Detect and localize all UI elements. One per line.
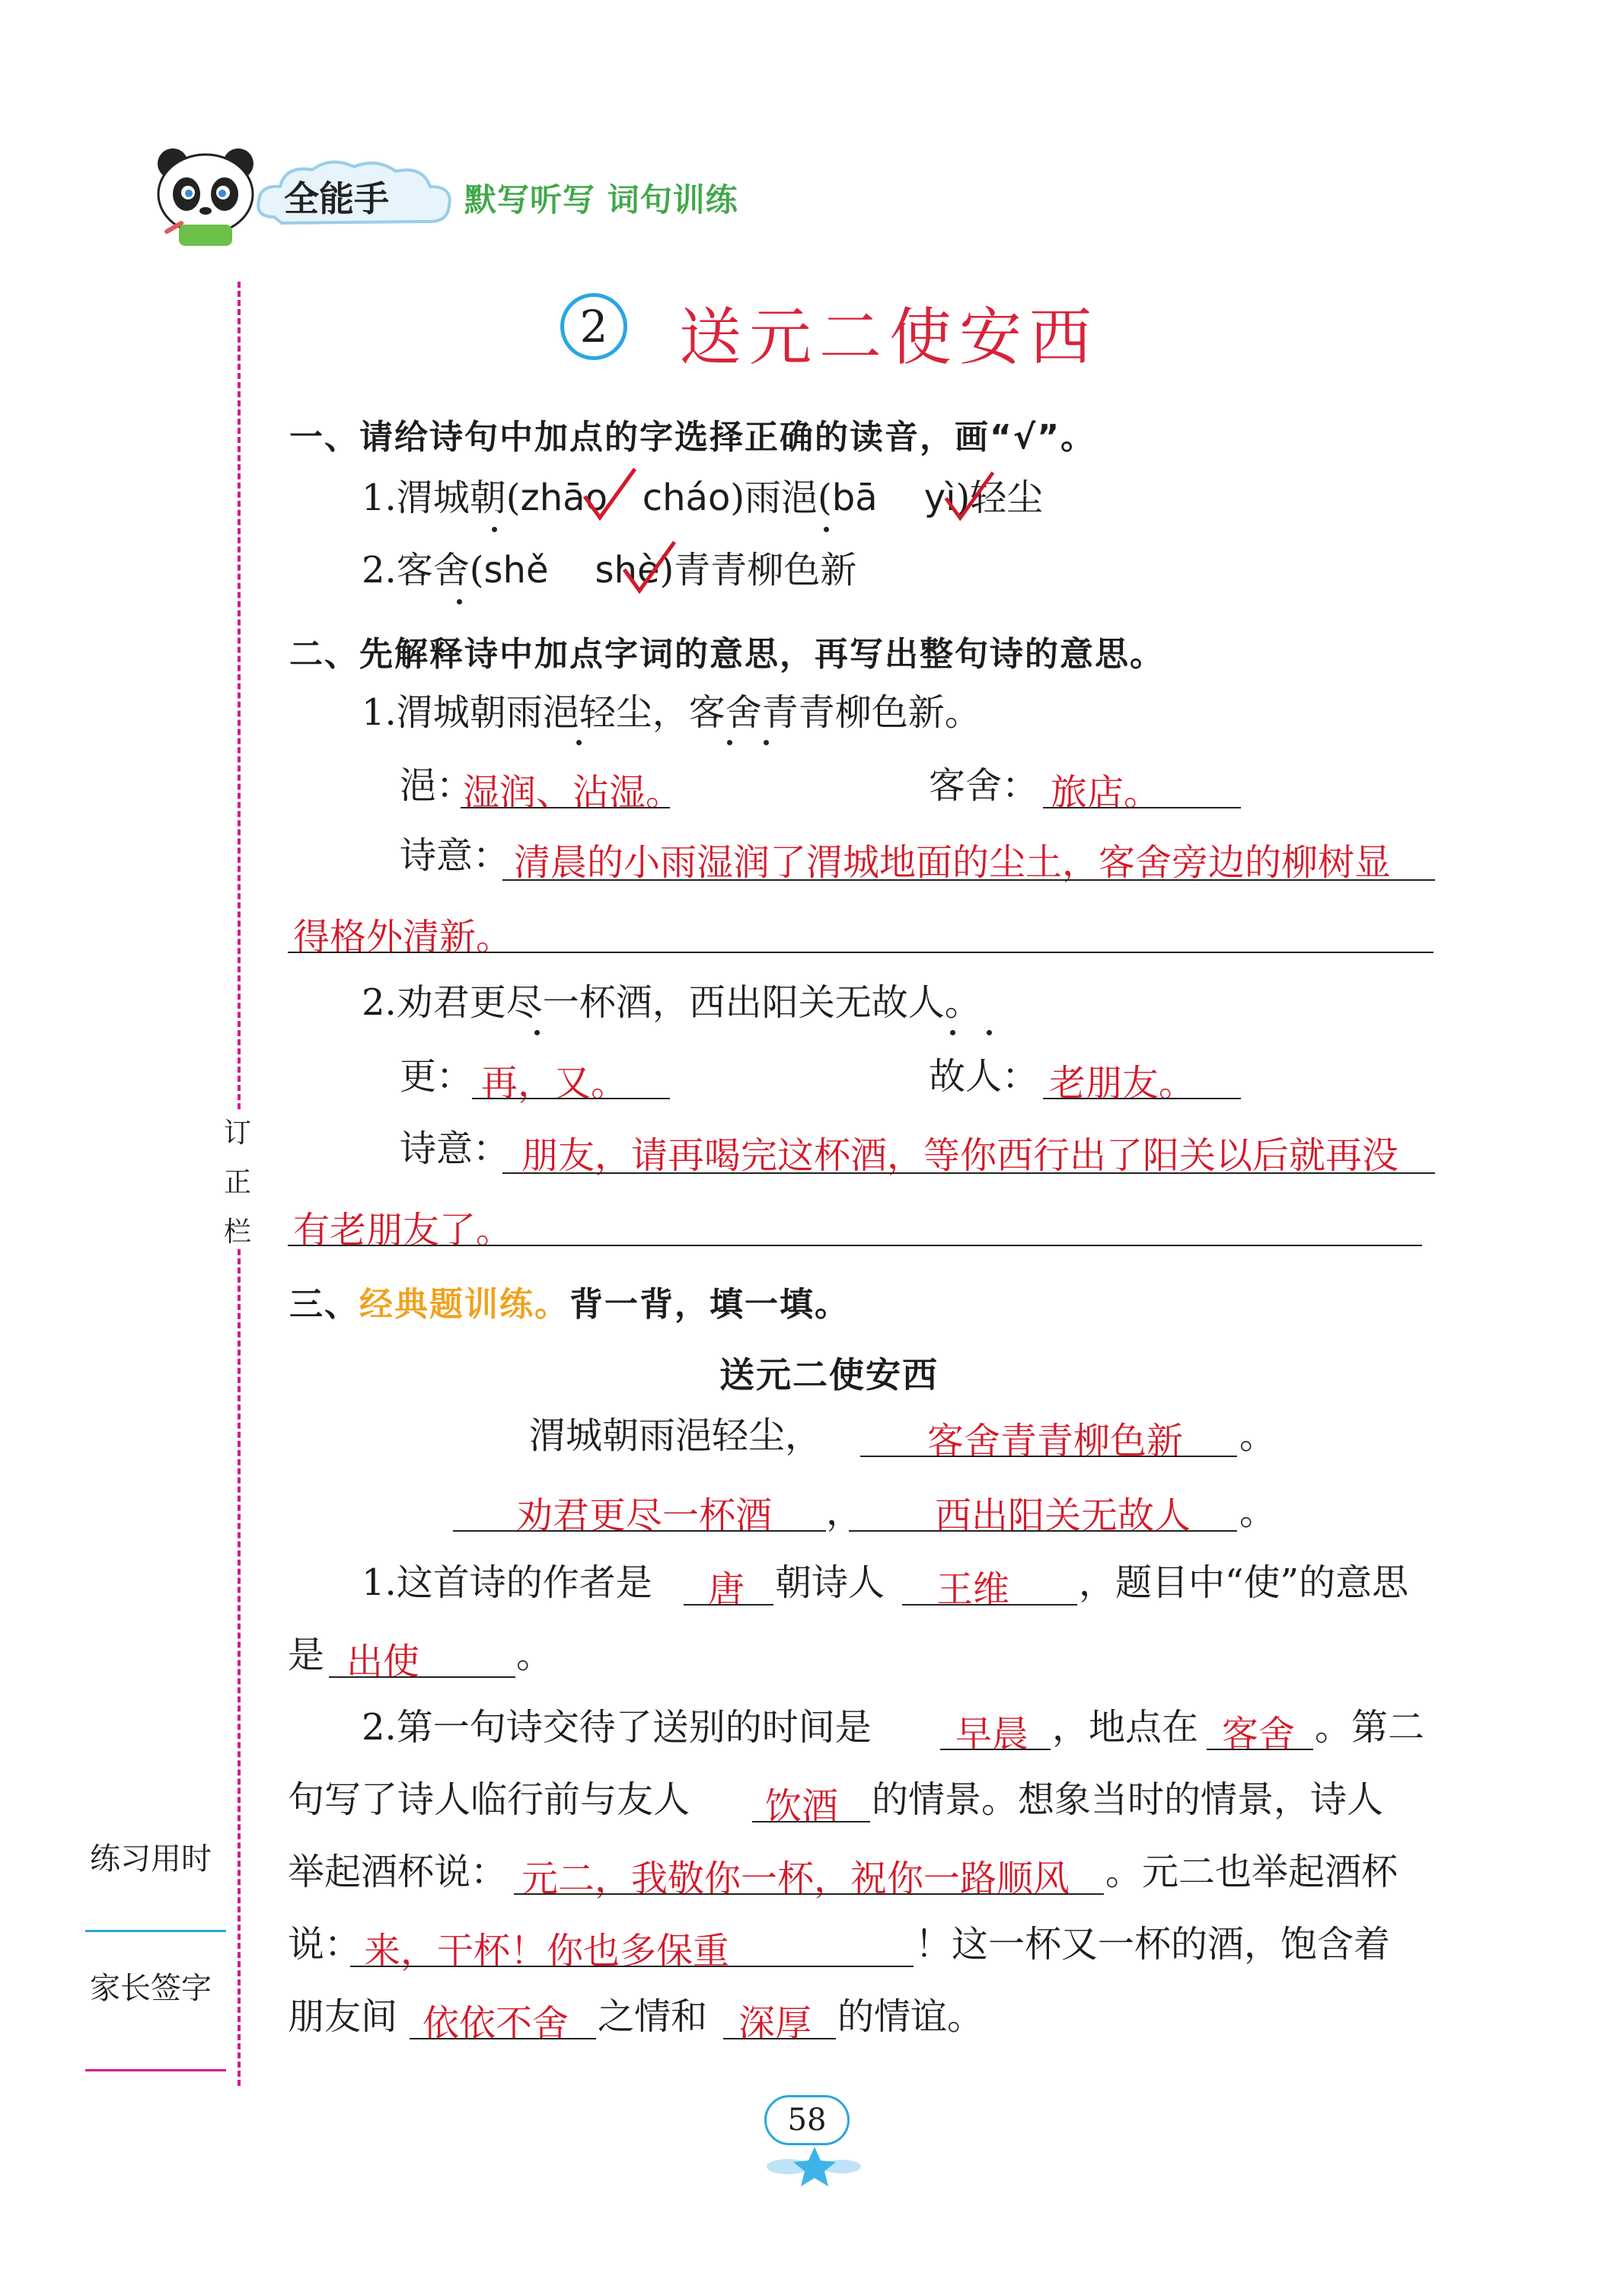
answer-blank xyxy=(752,1821,870,1822)
q1-meaning-line1: 清晨的小雨湿润了渭城地面的尘土，客舍旁边的柳树显 xyxy=(514,841,1392,884)
page-number-badge xyxy=(764,2095,850,2145)
checkmark-icon xyxy=(940,468,997,525)
emphasis-dot xyxy=(987,1030,992,1035)
s3-q2-answer-feeling: 依依不舍 xyxy=(423,2002,569,2045)
lesson-number: 2 xyxy=(579,301,608,352)
correction-char: 栏 xyxy=(223,1217,251,1248)
answer-blank xyxy=(514,1893,1104,1895)
answer-blank xyxy=(502,1172,1435,1174)
checkmark-icon xyxy=(618,537,679,598)
s2-q2: 2.劝君更尽一杯酒，西出阳关无故人。 xyxy=(362,981,981,1024)
s3-q2-answer-time: 早晨 xyxy=(955,1713,1029,1755)
s3-q2-answer-place: 客舍 xyxy=(1222,1713,1296,1755)
emphasis-dot xyxy=(492,527,497,532)
s3-q1-text-d: 是 xyxy=(288,1634,325,1676)
s3-q2-text-e: 的情景。想象当时的情景，诗人 xyxy=(872,1778,1384,1821)
answer-blank xyxy=(502,879,1435,881)
section3-heading xyxy=(289,1277,850,1325)
s1-line1-prefix: 1.渭城朝( xyxy=(362,477,521,519)
answer-blank xyxy=(288,1245,1422,1246)
poem-title: 送元二使安西 xyxy=(719,1354,939,1395)
s3-q2-text-b: ，地点在 xyxy=(1052,1706,1199,1749)
q1-word1-label: 浥： xyxy=(400,764,474,807)
emphasis-dot xyxy=(824,527,829,532)
brand-name: 全能手 xyxy=(284,178,389,219)
emphasis-dot xyxy=(950,1030,955,1035)
answer-blank xyxy=(723,2038,836,2039)
poem-line2-answer-a: 劝君更尽一杯酒 xyxy=(516,1494,773,1537)
s3-q2-text-i: ！这一杯又一杯的酒，饱含着 xyxy=(915,1923,1391,1966)
pinyin-option: cháo xyxy=(642,477,731,519)
s3-q2-text-g: 。元二也举起酒杯 xyxy=(1105,1851,1398,1893)
s3-q2-answer-poet-says: 元二，我敬你一杯，祝你一路顺风 xyxy=(521,1858,1070,1900)
answer-blank xyxy=(860,1456,1237,1457)
panda-mascot-icon xyxy=(148,141,263,247)
s3-q2-text-j: 朋友间 xyxy=(288,1995,398,2038)
pinyin-option: bā xyxy=(831,477,878,519)
checkmark-icon xyxy=(579,464,639,525)
s3-q2-text-a: 2.第一句诗交待了送别的时间是 xyxy=(362,1706,872,1749)
s1-line2-suffix: )青青柳色新 xyxy=(659,549,857,592)
q2-word2-label: 故人： xyxy=(929,1055,1039,1098)
poem-line1-given: 渭城朝雨浥轻尘， xyxy=(529,1414,822,1457)
emphasis-dot xyxy=(457,599,462,604)
section1-heading: 一、请给诗句中加点的字选择正确的读音，画“√”。 xyxy=(289,418,1096,457)
pinyin-option: yì xyxy=(923,477,956,519)
s3-q1-text-e: 。 xyxy=(516,1634,553,1676)
section3-instruction: 背一背，填一填。 xyxy=(569,1285,850,1324)
s3-q1-text-c: ，题目中“使”的意思 xyxy=(1079,1561,1409,1604)
s3-q2-text-d: 句写了诗人临行前与友人 xyxy=(288,1778,690,1821)
emphasis-dot xyxy=(534,1030,540,1035)
s3-q2-text-c: 。第二 xyxy=(1315,1706,1425,1749)
answer-blank xyxy=(288,952,1433,953)
s3-q1-answer-meaning: 出使 xyxy=(346,1641,420,1683)
answer-blank xyxy=(1043,1098,1241,1099)
emphasis-dot xyxy=(576,740,582,745)
emphasis-dot xyxy=(727,740,732,745)
q2-word1-label: 更： xyxy=(400,1055,474,1098)
star-icon xyxy=(754,2141,875,2194)
series-name: 默写听写 词句训练 xyxy=(464,181,738,218)
s2-q1: 1.渭城朝雨浥轻尘，客舍青青柳色新。 xyxy=(362,691,981,734)
s1-line1-mid: )雨浥( xyxy=(730,477,832,519)
s3-q2-text-f: 举起酒杯说： xyxy=(288,1851,508,1893)
q1-word2-answer: 旅店。 xyxy=(1051,771,1161,814)
answer-blank xyxy=(849,1530,1237,1532)
s3-q2-answer-friendship: 深厚 xyxy=(738,2002,812,2045)
s3-q2-text-l: 的情谊。 xyxy=(837,1995,984,2038)
section3-highlight: 经典题训练。 xyxy=(359,1285,569,1324)
q1-meaning-label: 诗意： xyxy=(400,834,510,877)
answer-blank xyxy=(329,1676,515,1678)
s3-q1-text-b: 朝诗人 xyxy=(775,1561,885,1604)
s3-q2-answer-activity: 饮酒 xyxy=(765,1785,839,1828)
s3-q1-answer-poet: 王维 xyxy=(936,1568,1010,1611)
pinyin-option: shè xyxy=(595,549,660,592)
poem-line1-answer: 客舍青青柳色新 xyxy=(927,1420,1184,1462)
poem-line1-end: 。 xyxy=(1239,1414,1277,1457)
emphasis-dot xyxy=(764,740,769,745)
q1-word2-label: 客舍： xyxy=(929,764,1039,807)
s1-line2 xyxy=(362,549,857,592)
poem-line2-end: 。 xyxy=(1239,1491,1277,1533)
answer-blank xyxy=(1043,807,1241,808)
s3-q1-text-a: 1.这首诗的作者是 xyxy=(362,1561,652,1604)
answer-blank xyxy=(453,1530,826,1532)
header xyxy=(148,141,834,255)
poem-line2-answer-b: 西出阳关无故人 xyxy=(935,1494,1191,1537)
answer-blank xyxy=(940,1749,1051,1750)
s3-q2-answer-friend-says: 来，干杯！你也多保重 xyxy=(364,1930,730,1972)
practice-time-line xyxy=(85,1930,226,1932)
q2-meaning-line2: 有老朋友了。 xyxy=(293,1209,513,1252)
correction-column-label xyxy=(222,1111,253,1249)
answer-blank xyxy=(472,1098,670,1099)
s3-q2-text-k: 之情和 xyxy=(598,1995,708,2038)
pinyin-option: zhāo xyxy=(520,477,608,519)
s3-q2-text-h: 说： xyxy=(288,1923,362,1966)
s3-q1-answer-dynasty: 唐 xyxy=(708,1568,745,1611)
pinyin-option: shě xyxy=(483,549,549,592)
answer-blank xyxy=(350,1966,914,1967)
section2-heading: 二、先解释诗中加点字词的意思，再写出整句诗的意思。 xyxy=(289,635,1165,674)
s1-line1-suffix: )轻尘 xyxy=(955,477,1044,519)
correction-char: 订 xyxy=(223,1118,251,1149)
poem-line2-comma: ， xyxy=(826,1491,863,1533)
section3-number: 三、 xyxy=(289,1285,359,1324)
q2-meaning-label: 诗意： xyxy=(400,1127,510,1170)
q1-word1-answer: 湿润、沾湿。 xyxy=(463,771,683,814)
answer-blank xyxy=(410,2038,596,2039)
answer-blank xyxy=(1207,1749,1313,1750)
answer-blank xyxy=(461,807,670,808)
correction-char: 正 xyxy=(223,1167,251,1198)
page-number: 58 xyxy=(787,2103,827,2138)
parent-sign-line xyxy=(85,2069,226,2071)
lesson-title: 送元二使安西 xyxy=(679,301,1100,374)
practice-time-label: 练习用时 xyxy=(90,1842,212,1877)
parent-sign-label: 家长签字 xyxy=(90,1971,212,2006)
s1-line2-prefix: 2.客舍( xyxy=(362,549,484,592)
answer-blank xyxy=(684,1604,773,1606)
q2-word2-answer: 老朋友。 xyxy=(1049,1062,1196,1105)
lesson-number-badge xyxy=(560,293,627,360)
answer-blank xyxy=(902,1604,1077,1606)
q2-word1-answer: 再，又。 xyxy=(481,1062,628,1105)
q2-meaning-line1: 朋友，请再喝完这杯酒，等你西行出了阳关以后就再没 xyxy=(521,1134,1399,1177)
q1-meaning-line2: 得格外清新。 xyxy=(293,916,513,958)
